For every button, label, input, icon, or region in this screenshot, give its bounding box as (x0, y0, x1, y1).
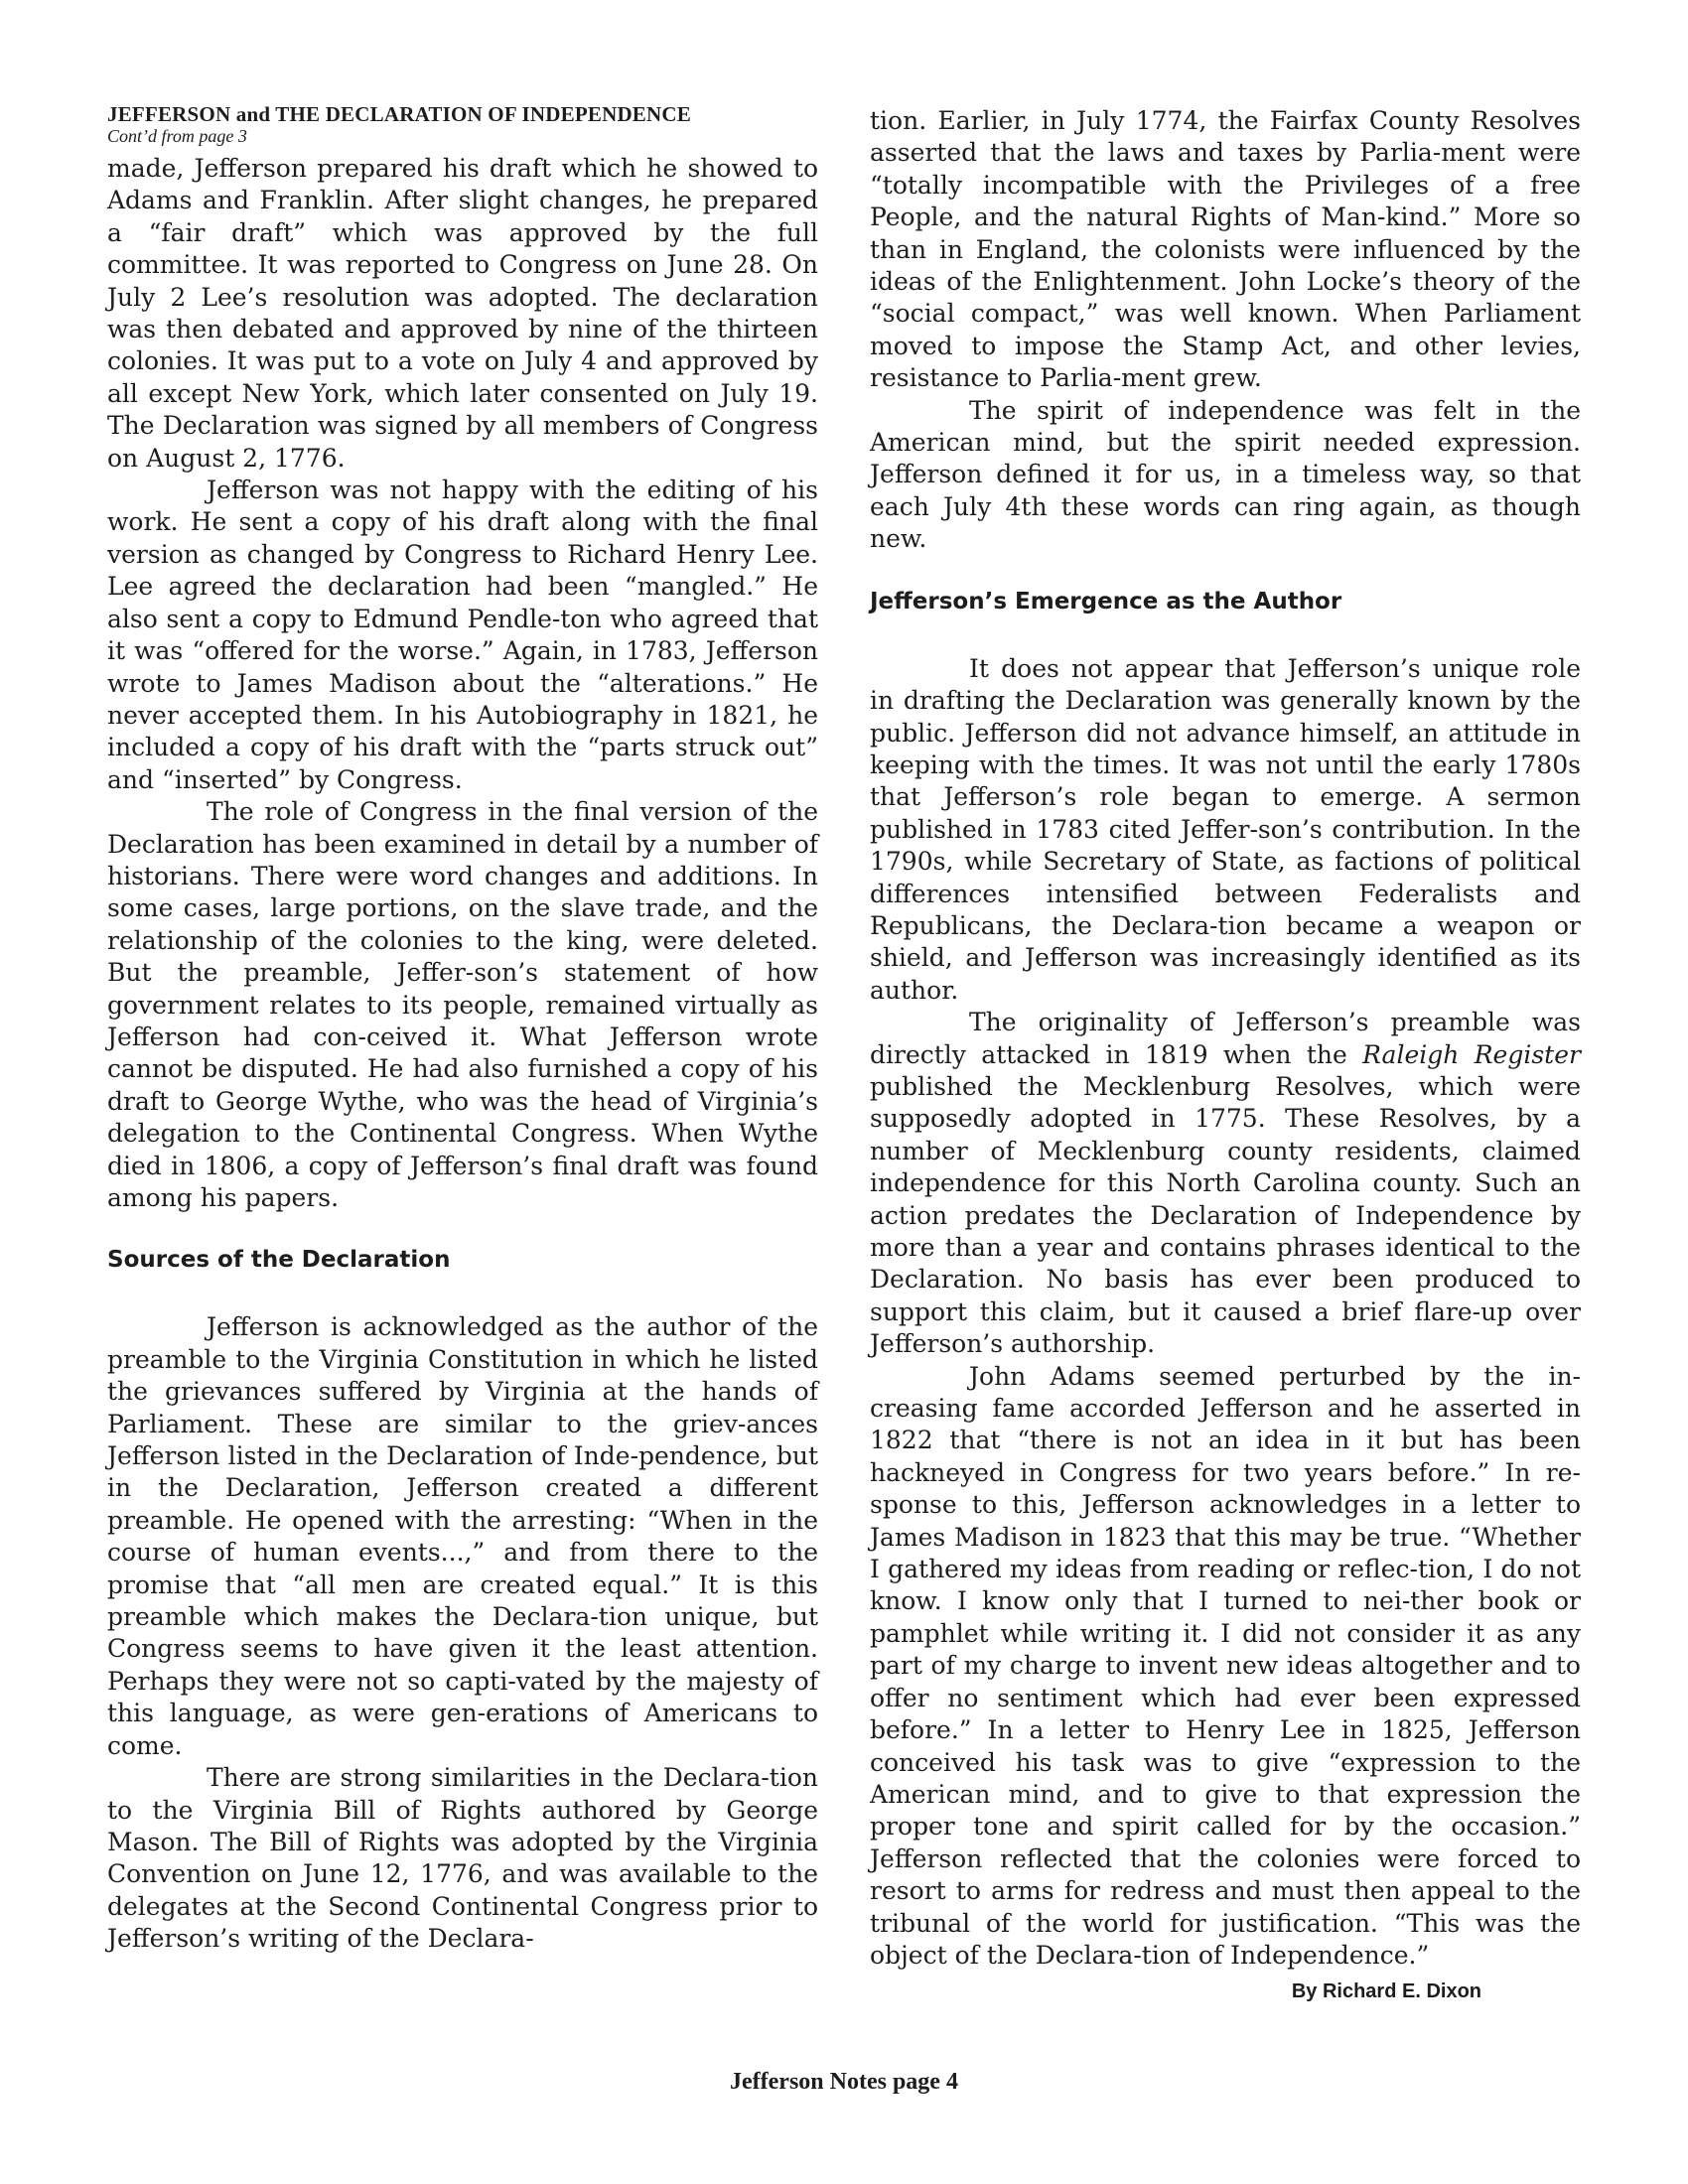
paragraph: The spirit of independence was felt in the American mind, but the spirit needed expression. Jefferson defined it for us, in a timeless way, so that each July 4th these words can ring again, as though new. (870, 395, 1581, 554)
publication-name: Raleigh Register (1362, 1039, 1581, 1069)
section-heading-emergence: Jefferson’s Emergence as the Author (870, 588, 1342, 614)
right-column (870, 105, 1581, 2008)
paragraph (870, 1007, 1581, 1360)
paragraph: Jefferson was not happy with the editing of his work. He sent a copy of his draft along with the final version as changed by Congress to Richard Henry Lee. Lee agreed the declaration had been “mangled.” He also sent a copy to Edmund Pendle-ton who agreed that it was “offered for the worse.” Again, in 1783, Jefferson wrote to James Madison about the “alterations.” He never accepted them. In his Autobiography in 1821, he included a copy of his draft with the “parts struck out” and “inserted” by Congress. (107, 476, 818, 794)
paragraph: It does not appear that Jefferson’s unique role in drafting the Declaration was generally known by the public. Jefferson did not advance himself, an attitude in keeping with the times. It was not until the early 1780s that Jefferson’s role began to emerge. A sermon published in 1783 cited Jeffer-son’s contribution. In the 1790s, while Secretary of State, as factions of political differences intensified between Federalists and Republicans, the Declara-tion became a weapon or shield, and Jefferson was increasingly identified as its author. (870, 653, 1581, 1005)
paragraph: There are strong similarities in the Declara-tion to the Virginia Bill of Rights authored by George Mason. The Bill of Rights was adopted by the Virginia Convention on June 12, 1776, and was available to the delegates at the Second Continental Congress prior to Jefferson’s writing of the Declara- (107, 1763, 818, 1954)
paragraph: tion. Earlier, in July 1774, the Fairfax County Resolves asserted that the laws and taxes by Parlia-ment were “totally incompatible with the Privileges of a free People, and the natural Rights of Man-kind.” More so than in England, the colonists were influenced by the ideas of the Enlightenment. John Locke’s theory of the “social compact,” was well known. When Parliament moved to impose the Stamp Act, and other levies, resistance to Parlia-ment grew. (870, 106, 1581, 393)
paragraph: made, Jefferson prepared his draft which he showed to Adams and Franklin. After slight changes, he prepared a “fair draft” which was approved by the full committee. It was reported to Congress on June 28. On July 2 Lee’s resolution was adopted. The declaration was then debated and approved by nine of the thirteen colonies. It was put to a vote on July 4 and approved by all except New York, which later consented on July 19. The Declaration was signed by all members of Congress on August 2, 1776. (107, 154, 818, 473)
article-title: JEFFERSON and THE DECLARATION OF INDEPENDENCE (107, 102, 691, 126)
author-byline: By Richard E. Dixon (1291, 1980, 1481, 2003)
left-column (107, 103, 818, 1956)
continued-note: Cont’d from page 3 (107, 126, 247, 146)
page-footer: Jefferson Notes page 4 (730, 2069, 958, 2095)
section-heading-sources: Sources of the Declaration (107, 1247, 451, 1274)
paragraph: The role of Congress in the final version of the Declaration has been examined in detail by a number of historians. There were word changes and additions. In some cases, large portions, on the slave trade, and the relationship of the colonies to the king, were deleted. But the preamble, Jeffer-son’s statement of how government relates to its people, remained virtually as Jefferson had con-ceived it. What Jefferson wrote cannot be disputed. He had also furnished a copy of his draft to George Wythe, who was the head of Virginia’s delegation to the Continental Congress. When Wythe died in 1806, a copy of Jefferson’s final draft was found among his papers. (107, 797, 818, 1212)
text-run: published the Mecklenburg Resolves, which were supposedly adopted in 1775. These Resolves, by a number of Mecklenburg county residents, claimed independence for this North Carolina county. Such an action predates the Declaration of Independence by more than a year and contains phrases identical to the Declaration. No basis has ever been produced to support this claim, but it caused a brief flare-up over Jefferson’s authorship. (870, 1071, 1581, 1359)
text-run: The originality of Jefferson’s preamble was directly attacked in 1819 when the (870, 1008, 1581, 1069)
paragraph: John Adams seemed perturbed by the in-creasing fame accorded Jefferson and he asserted in 1822 that “there is not an idea in it but has been hackneyed in Congress for two years before.” In re-sponse to this, Jefferson acknowledges in a letter to James Madison in 1823 that this may be true. “Whether I gathered my ideas from reading or reflec-tion, I do not know. I know only that I turned to nei-ther book or pamphlet while writing it. I did not consider it as any part of my charge to invent new ideas altogether and to offer no sentiment which had ever been expressed before.” In a letter to Henry Lee in 1825, Jefferson conceived his task was to give “expression to the American mind, and to give to that expression the proper tone and spirit called for by the occasion.” Jefferson reflected that the colonies were forced to resort to arms for redress and must then appeal to the tribunal of the world for justification. “This was the object of the Declara-tion of Independence.” (870, 1361, 1581, 1970)
paragraph: Jefferson is acknowledged as the author of the preamble to the Virginia Constitution in which he listed the grievances suffered by Virginia at the hands of Parliament. These are similar to the griev-ances Jefferson listed in the Declaration of Inde-pendence, but in the Declaration, Jefferson created a different preamble. He opened with the arresting: “When in the course of human events...,” and from there to the promise that “all men are created equal.” It is this preamble which makes the Declara-tion unique, but Congress seems to have given it the least attention. Perhaps they were not so capti-vated by the majesty of this language, as were gen-erations of Americans to come. (107, 1312, 818, 1760)
